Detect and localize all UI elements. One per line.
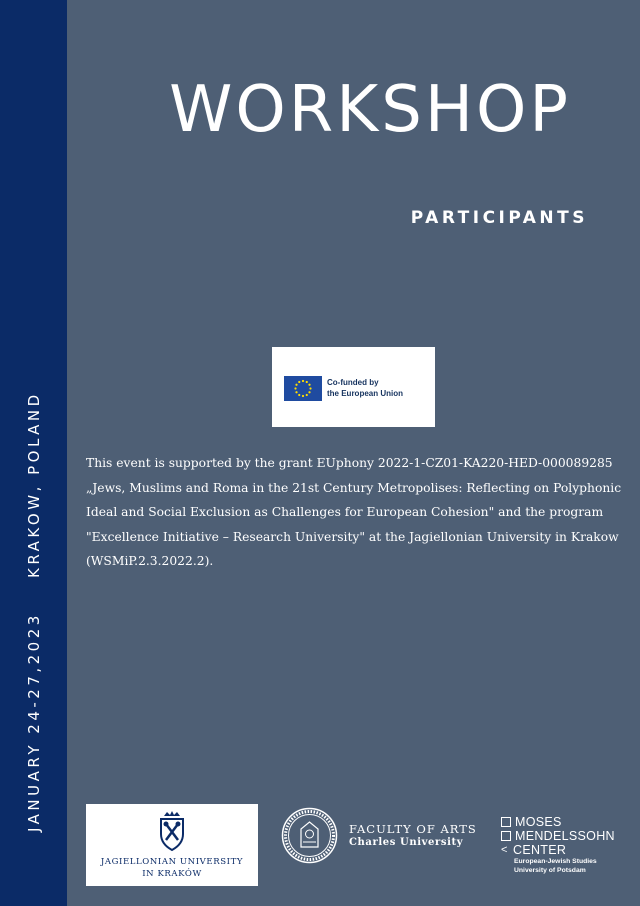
jagiellonian-line2: IN KRAKÓW	[142, 869, 202, 879]
moses-line1: MOSES	[515, 815, 562, 829]
support-statement: This event is supported by the grant EUphony 2022-1-CZ01-KA220-HED-000089285 „Jews, Muslims and Roma in the 21st Century Metropolises: Reflecting on Polyphonic Ideal and Social Exclusion as Challenges for European Cohesion" and the program "Excellence Initiative – Research University" at the Jagiellonian University in Krakow (WSMiP.2.3.2022.2).	[86, 456, 622, 569]
eu-cofunded-logo	[272, 347, 435, 427]
square-icon	[501, 817, 511, 827]
eu-logo-text	[327, 377, 403, 399]
charles-faculty-name	[349, 822, 477, 850]
moses-line3: CENTER	[513, 843, 567, 857]
moses-mendelssohn-logo	[501, 815, 615, 875]
eu-flag-icon	[284, 376, 322, 401]
moses-line5: University of Potsdam	[514, 867, 586, 874]
jagiellonian-logo	[86, 804, 258, 886]
page-title: WORKSHOP	[169, 73, 571, 147]
eu-logo-line1: Co-funded by	[327, 378, 379, 387]
charles-line1: FACULTY OF ARTS	[349, 822, 477, 836]
sidebar	[0, 0, 67, 906]
eu-logo-line2: the European Union	[327, 389, 403, 398]
square-icon	[501, 831, 511, 841]
jagiellonian-line1: JAGIELLONIAN UNIVERSITY	[100, 857, 244, 867]
page-subtitle: PARTICIPANTS	[410, 208, 588, 228]
event-location: KRAKOW, POLAND	[25, 391, 43, 578]
charles-university-seal-icon	[281, 807, 338, 864]
moses-line4: European-Jewish Studies	[514, 858, 597, 865]
charles-line2: Charles University	[349, 837, 464, 848]
chevron-left-icon: <	[501, 844, 508, 856]
moses-line2: MENDELSSOHN	[515, 829, 615, 843]
event-dates: JANUARY 24-27,2023	[25, 612, 43, 832]
jagiellonian-crest-icon	[156, 810, 188, 852]
